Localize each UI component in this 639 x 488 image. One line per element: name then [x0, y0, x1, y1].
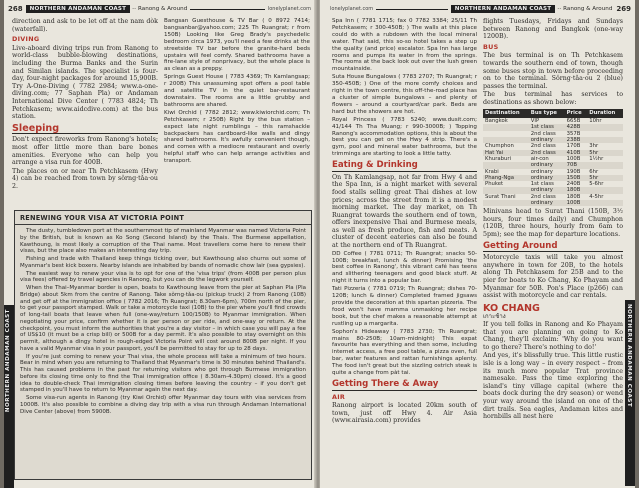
diving-heading: DIVING — [12, 35, 40, 44]
table-cell: 150B — [565, 175, 588, 181]
left-section-label: Ranong & Around — [138, 6, 188, 12]
right-header-url: lonelyplanet.com — [330, 6, 374, 12]
table-cell: 1st class — [529, 124, 565, 130]
visa-para: The dusty, tumbledown port at the southernmost tip of mainland Myanmar was named Victoria Point by the British, but is known as Ko Song (Second Island) by the Thais. The Burmese appellation, Kawthoung, is most likely a corruption of the Thai name. Most travellers come here to renew their visas, but the place also makes an interesting day trip. — [20, 228, 306, 255]
table-cell: 238B — [565, 137, 588, 143]
left-page-number: 268 — [8, 5, 23, 13]
right-thumb-tab-label: NORTHERN ANDAMAN COAST — [626, 304, 632, 408]
diving-paragraph: Live-aboard diving trips run from Ranong to world-class bubble-blowing destinations, including the Burma Banks and the Surin and Similan islands. The specialist is four-day, four-night packages for around 15,900B. Try A-One-Diving ( 7782 2984; www.a-one-diving.com; 77 Saphan Pla) or Andaman International Dive Center ( 7783 4824; Th Petchkasem; www.aidcdive.com) at the bus station. — [12, 44, 158, 121]
table-cell: 2nd class — [529, 150, 565, 156]
ko-chang-heading: KO CHANG — [483, 302, 540, 314]
table-cell — [587, 200, 623, 206]
bus-table-header: Price — [565, 109, 588, 119]
listing-bangsan: Bangsan Guesthouse & TV Bar ( 0 8972 7414; bangsanbar@yahoo.com; 225 Th Ruangrat; r from 150B) Looking like Greg Brady's psychedelic bedroom circa 1973, you'll need a few drinks at the streetside TV bar before the granite-hard beds upstairs will feel comfy. Shared bathrooms have a fire-lane style of nonprivacy, but the whole place is as clean as a preppy. — [164, 18, 310, 73]
bus-table — [483, 109, 623, 207]
visa-boxed-text — [14, 210, 312, 480]
minivans-paragraph: Minivans head to Surat Thani (150B, 3½ hours, four times daily) and Chumphon (120B, three hours, hourly from 6am to 5pm); see the map for departure locations. — [483, 208, 623, 239]
table-cell: 2nd class — [530, 193, 556, 200]
visa-box-body — [15, 225, 311, 419]
eating-heading: Eating & Drinking — [332, 160, 418, 171]
table-cell: 190B — [566, 168, 581, 175]
table-cell: 70B — [565, 162, 588, 168]
sleeping-paragraph-2: The places on or near Th Petchkasem (Hwy 4) can be reached from town by sǒrng·tǎa·ou 2. — [12, 167, 158, 190]
table-cell: 100B — [565, 200, 588, 206]
getting-around-rule — [483, 251, 623, 252]
visa-box-title: RENEWING YOUR VISA AT VICTORIA POINT — [15, 211, 311, 225]
bus-table-header: Duration — [587, 109, 623, 119]
table-cell: 665B — [566, 118, 581, 125]
table-cell: 428B — [565, 124, 588, 130]
air-heading: AIR — [332, 392, 346, 401]
listing-suta-house: Suta House Bungalows ( 7783 2707; Th Ruangrat; r 350-450B; ) One of the more comfy choices and right in the town centre, this off-the-road place has a cluster of simple bungalows – and plenty of flowers – around a courtyard/car park. Beds are hard but the showers are hot. — [332, 74, 477, 115]
table-cell: 357B — [566, 130, 581, 137]
table-cell: ordinary — [529, 200, 565, 206]
table-cell: 1st class — [530, 181, 554, 188]
ko-chang-thai-name: เกาะช้าง — [483, 313, 506, 321]
getting-around-heading: Getting Around — [483, 240, 558, 251]
left-chapter-label: NORTHERN ANDAMAN COAST — [26, 5, 131, 13]
bus-table-body — [483, 118, 623, 206]
table-cell: 180B — [565, 187, 588, 193]
table-cell: 5-6hr — [589, 181, 604, 188]
listing-dd-coffee: DD Coffee ( 7781 0711; Th Ruangrat; snacks 50-100B; breakfast, lunch & dinner) Promising 'the best coffee in Ranong', this vibrant café has teens and slithering teenagers and good black stuff. At night it turns into a popular bar. — [332, 250, 477, 285]
table-cell: 4-5hr — [589, 193, 604, 200]
left-thumb-tab — [4, 305, 14, 488]
table-row — [483, 200, 623, 206]
right-page — [320, 0, 635, 488]
table-cell: Bangkok — [485, 118, 508, 125]
table-cell: 180B — [566, 193, 581, 200]
table-cell: Krabi — [485, 168, 499, 175]
table-cell: Surat Thani — [485, 193, 516, 200]
eating-paragraph: On Th Kamlangsap, not far from Hwy 4 and the Spa Inn, is a night market with several food stalls selling great Thai dishes at low prices; across the street from it is a modest morning market. The day market, on Th Ruangrat towards the southern end of town, offers inexpensive Thai and Burmese meals, as well as fresh produce, fish and meats. A cluster of decent eateries can also be found at the northern end of Th Ruangrat. — [332, 173, 477, 250]
listing-tati-pizzeria: Tati Pizzeria ( 7781 0719; Th Ruangrat; dishes 70-120B; lunch & dinner) Completed framed jigsaws provide the decoration at this spartan pizzeria. The food won't have mamma unmasking her recipe book, but the chef makes a reasonable attempt at rustling up a margarita. — [332, 286, 477, 327]
listing-spa-inn: Spa Inn ( 7781 1715; fax 0 7782 3384; 25/11 Th Petchkasem; r 300-450B; ) The walls at this place could do with a rubdown with the local mineral water. That said, this so-so hotel takes a step up the quality (and price) escalator. Spa Inn has large rooms and pumps its water in from the springs. The rooms at the back look out over the lush green mountainside. — [332, 18, 477, 73]
table-cell: 240B — [566, 181, 581, 188]
listing-kiwi-orchid: Kiwi Orchid ( 7782 2812; www.kiwiorchid.com; Th Petchkasem; r 250B) Right by the bus station – expect late night rumblings – this ramshackle backpackers has cardboard-like walls and dingy shared bathrooms. It's awfully convenient though, and comes with a mediocre restaurant and overly helpful staff who can help arrange activities and transport. — [164, 109, 310, 165]
right-column-1 — [332, 18, 477, 426]
bus-paragraph-2: The bus terminal has services to destinations as shown below: — [483, 91, 623, 106]
table-cell: 100B — [566, 155, 581, 162]
visa-para: When the Thai–Myanmar border is open, boats to Kawthoung leave from the pier at Saphan Pla (Pla Bridge) about 5km from the centre of Ranong. Take sǒrng·tǎa·ou (pickup truck) 2 from Ranong (10B) and get off at the immigration office ( 7782 2016; Th Ruangrat; 8.30am-6pm), 700m north of the pier, to get your passport stamped. Walk or take a motorcycle taxi (10B) to the pier where you'll find crowds of long-tail boats that leave when full (one-way/return 100/150B) to Myanmar immigration. When negotiating your price, confirm whether it is per person or per ride, and one-way or return. At the checkpoint, you must inform the authorities that you're a day visitor – in which case you will pay a fee of US$10 (it must be a crisp bill) or 500B for a day permit. It's also possible to stay overnight on this permit, although a dingy hotel in rough-edged Victoria Point will cost around 800B per night. If you have a valid Myanmar visa in your passport, you'll be permitted to stay for up to 28 days. — [20, 285, 306, 352]
table-cell — [483, 200, 529, 206]
header-arrow-icon: ·· — [557, 5, 562, 13]
listing-springs: Springs Guest House ( 7783 4369; Th Kamlangsap; r 200B) This unassuming spot offers a pool table and satellite TV in the quiet bar-restaurant downstairs. The rooms are a little grubby and bathrooms are shared. — [164, 74, 310, 108]
table-cell: 1½hr — [589, 155, 604, 162]
table-cell: 6hr — [589, 168, 599, 175]
bus-heading: BUS — [483, 42, 499, 51]
table-row — [483, 194, 623, 200]
ko-chang-paragraph-2: And yes, it's blissfully true. This little rustic isle is a long way – in every respect – from its much more popular Trat province namesake. Pass the time exploring the island's tiny village capital (where the boats dock during the dry season) or wend your way around the island on one of the dirt trails. Sea eagles, Andaman kites and hornbills all nest here — [483, 352, 623, 421]
table-cell: Chumphon — [485, 143, 514, 150]
table-cell: 5hr — [587, 150, 623, 156]
table-cell: 10hr — [589, 118, 602, 125]
left-column-1 — [12, 18, 158, 191]
right-chapter-label: NORTHERN ANDAMAN COAST — [451, 5, 556, 13]
left-header-url: lonelyplanet.com — [267, 6, 311, 12]
table-cell: ordinary — [529, 187, 565, 193]
right-running-header — [330, 4, 631, 14]
header-rule — [190, 9, 265, 10]
eating-rule — [332, 171, 477, 172]
bus-table-header-row — [483, 109, 623, 119]
listing-sophons-hideaway: Sophon's Hideaway ( 7783 2730; Th Ruangrat; mains 80-250B; 10am-midnight) This expat favourite has everything and then some, including internet access, a free pool table, a pizza oven, full bar, water features and rattan furnishings aplenty. The food isn't great but the sizzling ostrich steak is quite a change from pàt tai. — [332, 328, 477, 377]
table-cell: Khuraburi — [485, 155, 511, 162]
right-column-2 — [483, 18, 623, 422]
right-thumb-tab — [625, 300, 635, 486]
listing-royal-princess: Royal Princess ( 7783 5240; www.dusit.com; 41/144 Th Tha Muang; r 990-3000B; ) Topping Ranong's accommodation options, this is about the best you can get on the Hwy 4 strip. There's a gym, pool and mineral water bathrooms, but the trimmings are starting to look a little tatty. — [332, 116, 477, 158]
header-arrow-icon: ·· — [132, 5, 136, 13]
table-cell: 3hr — [589, 143, 599, 150]
table-cell: ordinary — [529, 162, 565, 168]
table-cell: ordinary — [530, 168, 553, 175]
table-cell: VIP — [530, 118, 540, 125]
ko-chang-paragraph: If you tell folks in Ranong and Ko Phayam that you are planning on going to Ko Chang, they'll exclaim: 'Why do you want to go there? There's nothing to do!' — [483, 321, 623, 351]
visa-para: If you're just coming to renew your Thai visa, the whole process will take a minimum of two hours. Bear in mind when you are returning to Thailand that Myanmar's time is 30 minutes behind Thailand's. This has caused problems in the past for returning visitors who got through Burmese immigration before its closing time only to find the Thai immigration office ( 8.30am-4.30pm) closed. It's a good idea to double-check Thai immigration closing times before leaving the country – if you don't get stamped in you'll have to return to Myanmar again the next day. — [20, 353, 306, 394]
left-page — [4, 0, 317, 488]
table-cell: Hat Yai — [483, 150, 529, 156]
visa-para: The easiest way to renew your visa is to opt for one of the 'visa trips' (from 400B per person plus visa fees) offered by travel agencies in Ranong, but you can do the legwork yourself. — [20, 270, 306, 284]
table-cell: ordinary — [529, 175, 565, 181]
table-cell: Phuket — [485, 181, 504, 188]
flights-paragraph: flights Tuesdays, Fridays and Sundays between Ranong and Bangkok (one-way 1200B). — [483, 18, 623, 41]
intro-paragraph: direction and ask to be let off at the nam dòk (waterfall). — [12, 18, 158, 33]
table-cell: 2nd class — [530, 130, 556, 137]
left-column-2 — [164, 18, 310, 166]
table-cell: ordinary — [529, 137, 565, 143]
right-section-label: Ranong & Around — [563, 6, 613, 12]
bus-table-header: Bus type — [529, 109, 565, 119]
table-cell: 170B — [566, 143, 581, 150]
air-paragraph: Ranong airport is located 20km south of town, just off Hwy 4. Air Asia (www.airasia.com) provides — [332, 402, 477, 425]
bus-paragraph: The bus terminal is on Th Petchkasem towards the southern end of town, though some buses stop in town before proceeding on to the terminal. Sǒrng·tǎa·ou 2 (blue) passes the terminal. — [483, 52, 623, 90]
visa-para: Some visa-run agents in Ranong (try Kiwi Orchid) offer Myanmar day tours with visa services from 1000B. It's also possible to combine a diving day trip with a visa run through Andaman International Dive Center (above) from 5900B. — [20, 395, 306, 415]
table-cell: air-con — [530, 155, 549, 162]
sleeping-paragraph: Don't expect fireworks from Ranong's hotels; most offer little more than bare bones amenities. Everyone who can help you arrange a visa run for 400B. — [12, 136, 158, 167]
table-cell: 5hr — [587, 175, 623, 181]
sleeping-heading: Sleeping — [12, 122, 60, 134]
visa-para: Fishing and trade with Thailand keep things ticking over, but Kawthoung also churns out some of Myanmar's best kick boxers. Nearby islands are inhabited by bands of nomadic chow lair (sea gypsies). — [20, 256, 306, 269]
left-running-header — [8, 4, 311, 14]
table-cell: 410B — [565, 150, 588, 156]
bus-table-header: Destination — [483, 109, 529, 119]
header-rule — [376, 9, 448, 10]
table-cell: Phang-Nga — [483, 175, 529, 181]
table-cell: 2nd class — [530, 143, 556, 150]
getting-there-rule — [332, 390, 477, 391]
getting-there-heading: Getting There & Away — [332, 378, 439, 389]
getting-around-paragraph: Motorcycle taxis will take you almost anywhere in town for 20B, to the hotels along Th Petchkasem for 25B and to the pier for boats to Ko Chang, Ko Phayam and Myanmar for 50B. Pon's Place (p266) can assist with motorcycle and car rentals. — [483, 254, 623, 300]
right-page-number: 269 — [616, 5, 631, 13]
left-thumb-tab-label: NORTHERN ANDAMAN COAST — [5, 309, 11, 413]
